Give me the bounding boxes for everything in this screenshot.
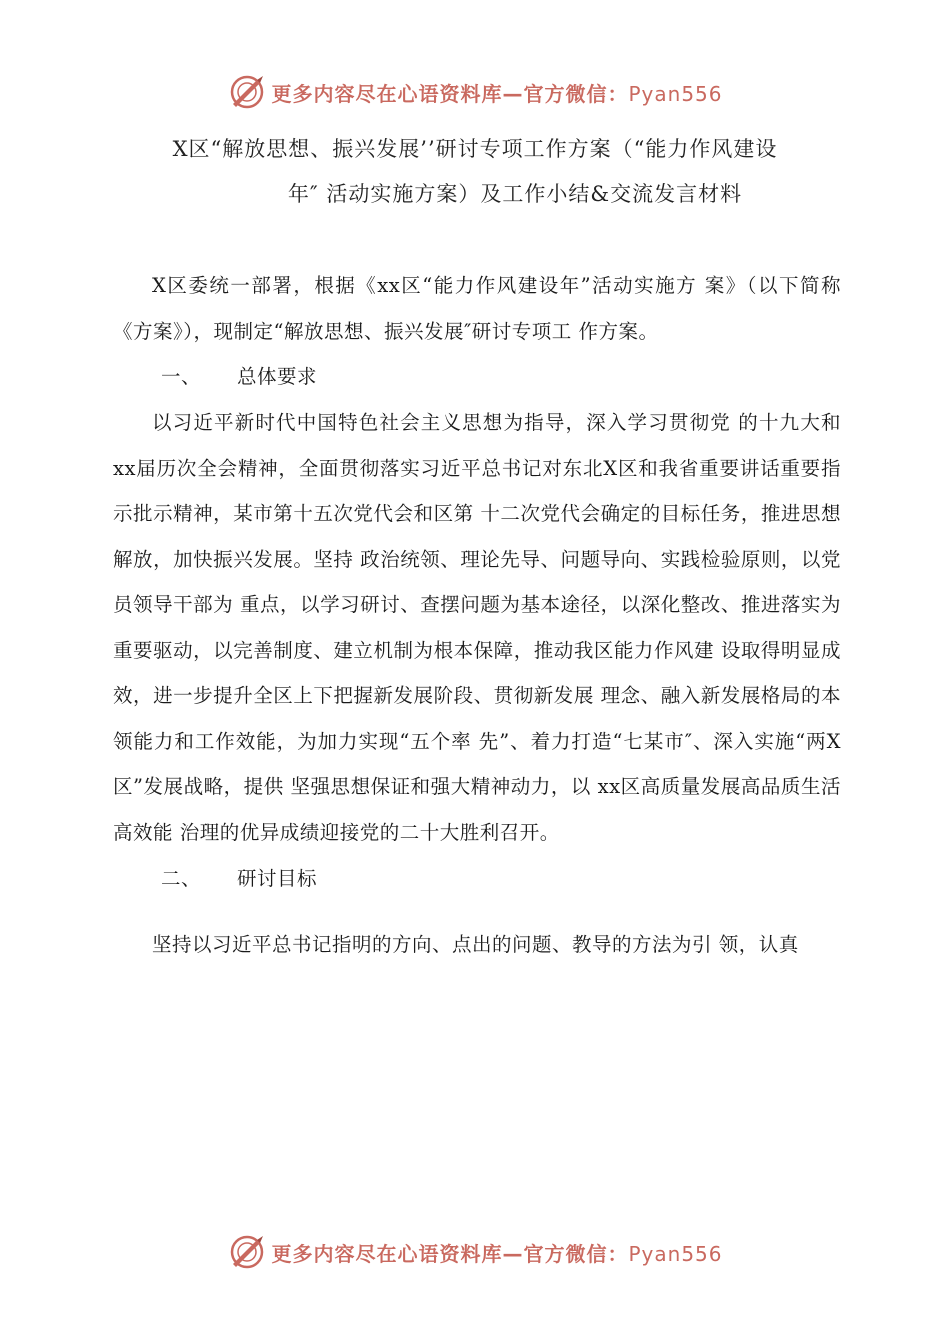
- document-title-line-1: X区“解放思想、振兴发展’’研讨专项工作方案（“能力作风建设: [172, 137, 778, 161]
- section-heading-2: [113, 856, 841, 902]
- intro-text: X区委统一部署，根据《xx区“能力作风建设年”活动实施方 案》（以下简称《方案》），现制定“解放思想、振兴发展″研讨专项工 作方案。: [113, 274, 841, 343]
- banner-text: 更多内容尽在心语资料库—官方微信：: [271, 1241, 629, 1266]
- section-1-text: 以习近平新时代中国特色社会主义思想为指导，深入学习贯彻党 的十九大和 xx届历次全会精神，全面贯彻落实习近平总书记对东北X区和我省重要讲话重要指示批示精神，某市第十五次党代会和区第 十二次党代会确定的目标任务，推进思想解放，加快振兴发展。坚持 政治统领、理论先导、问题导向、实践检验原则，以党员领导干部为 重点，以学习研讨、查摆问题为基本途径，以深化整改、推进落实为 重要驱动，以完善制度、建立机制为根本保障，推动我区能力作风建 设取得明显成效，进一步提升全区上下把握新发展阶段、贯彻新发展 理念、融入新发展格局的本领能力和工作效能，为加力实现“五个率 先”、着力打造“七某市″、深入实施“两X区”发展战略，提供 坚强思想保证和强大精神动力，以 xx区高质量发展高品质生活高效能 治理的优异成绩迎接党的二十大胜利召开。: [113, 411, 841, 844]
- logo-icon: [227, 1232, 267, 1272]
- banner-wechat-id: Pyan556: [628, 81, 723, 106]
- section-1-paragraph: [113, 400, 841, 855]
- watermark-banner-bottom: [0, 1230, 950, 1274]
- section-2-text: 坚持以习近平总书记指明的方向、点出的问题、教导的方法为引 领，认真: [152, 933, 799, 956]
- logo-icon: [227, 72, 267, 112]
- section-number-1: 一、: [161, 365, 202, 388]
- section-2-paragraph: [113, 922, 841, 968]
- banner-text: 更多内容尽在心语资料库—官方微信：: [271, 81, 629, 106]
- section-heading-1: [113, 354, 841, 400]
- intro-paragraph: [113, 263, 841, 354]
- section-title-1: 总体要求: [237, 365, 318, 388]
- banner-wechat-id: Pyan556: [628, 1241, 723, 1266]
- document-title-line-2: 年″ 活动实施方案）及工作小结&交流发言材料: [287, 182, 743, 206]
- section-number-2: 二、: [161, 867, 202, 890]
- section-title-2: 研讨目标: [237, 867, 318, 890]
- watermark-banner-top: [0, 70, 950, 114]
